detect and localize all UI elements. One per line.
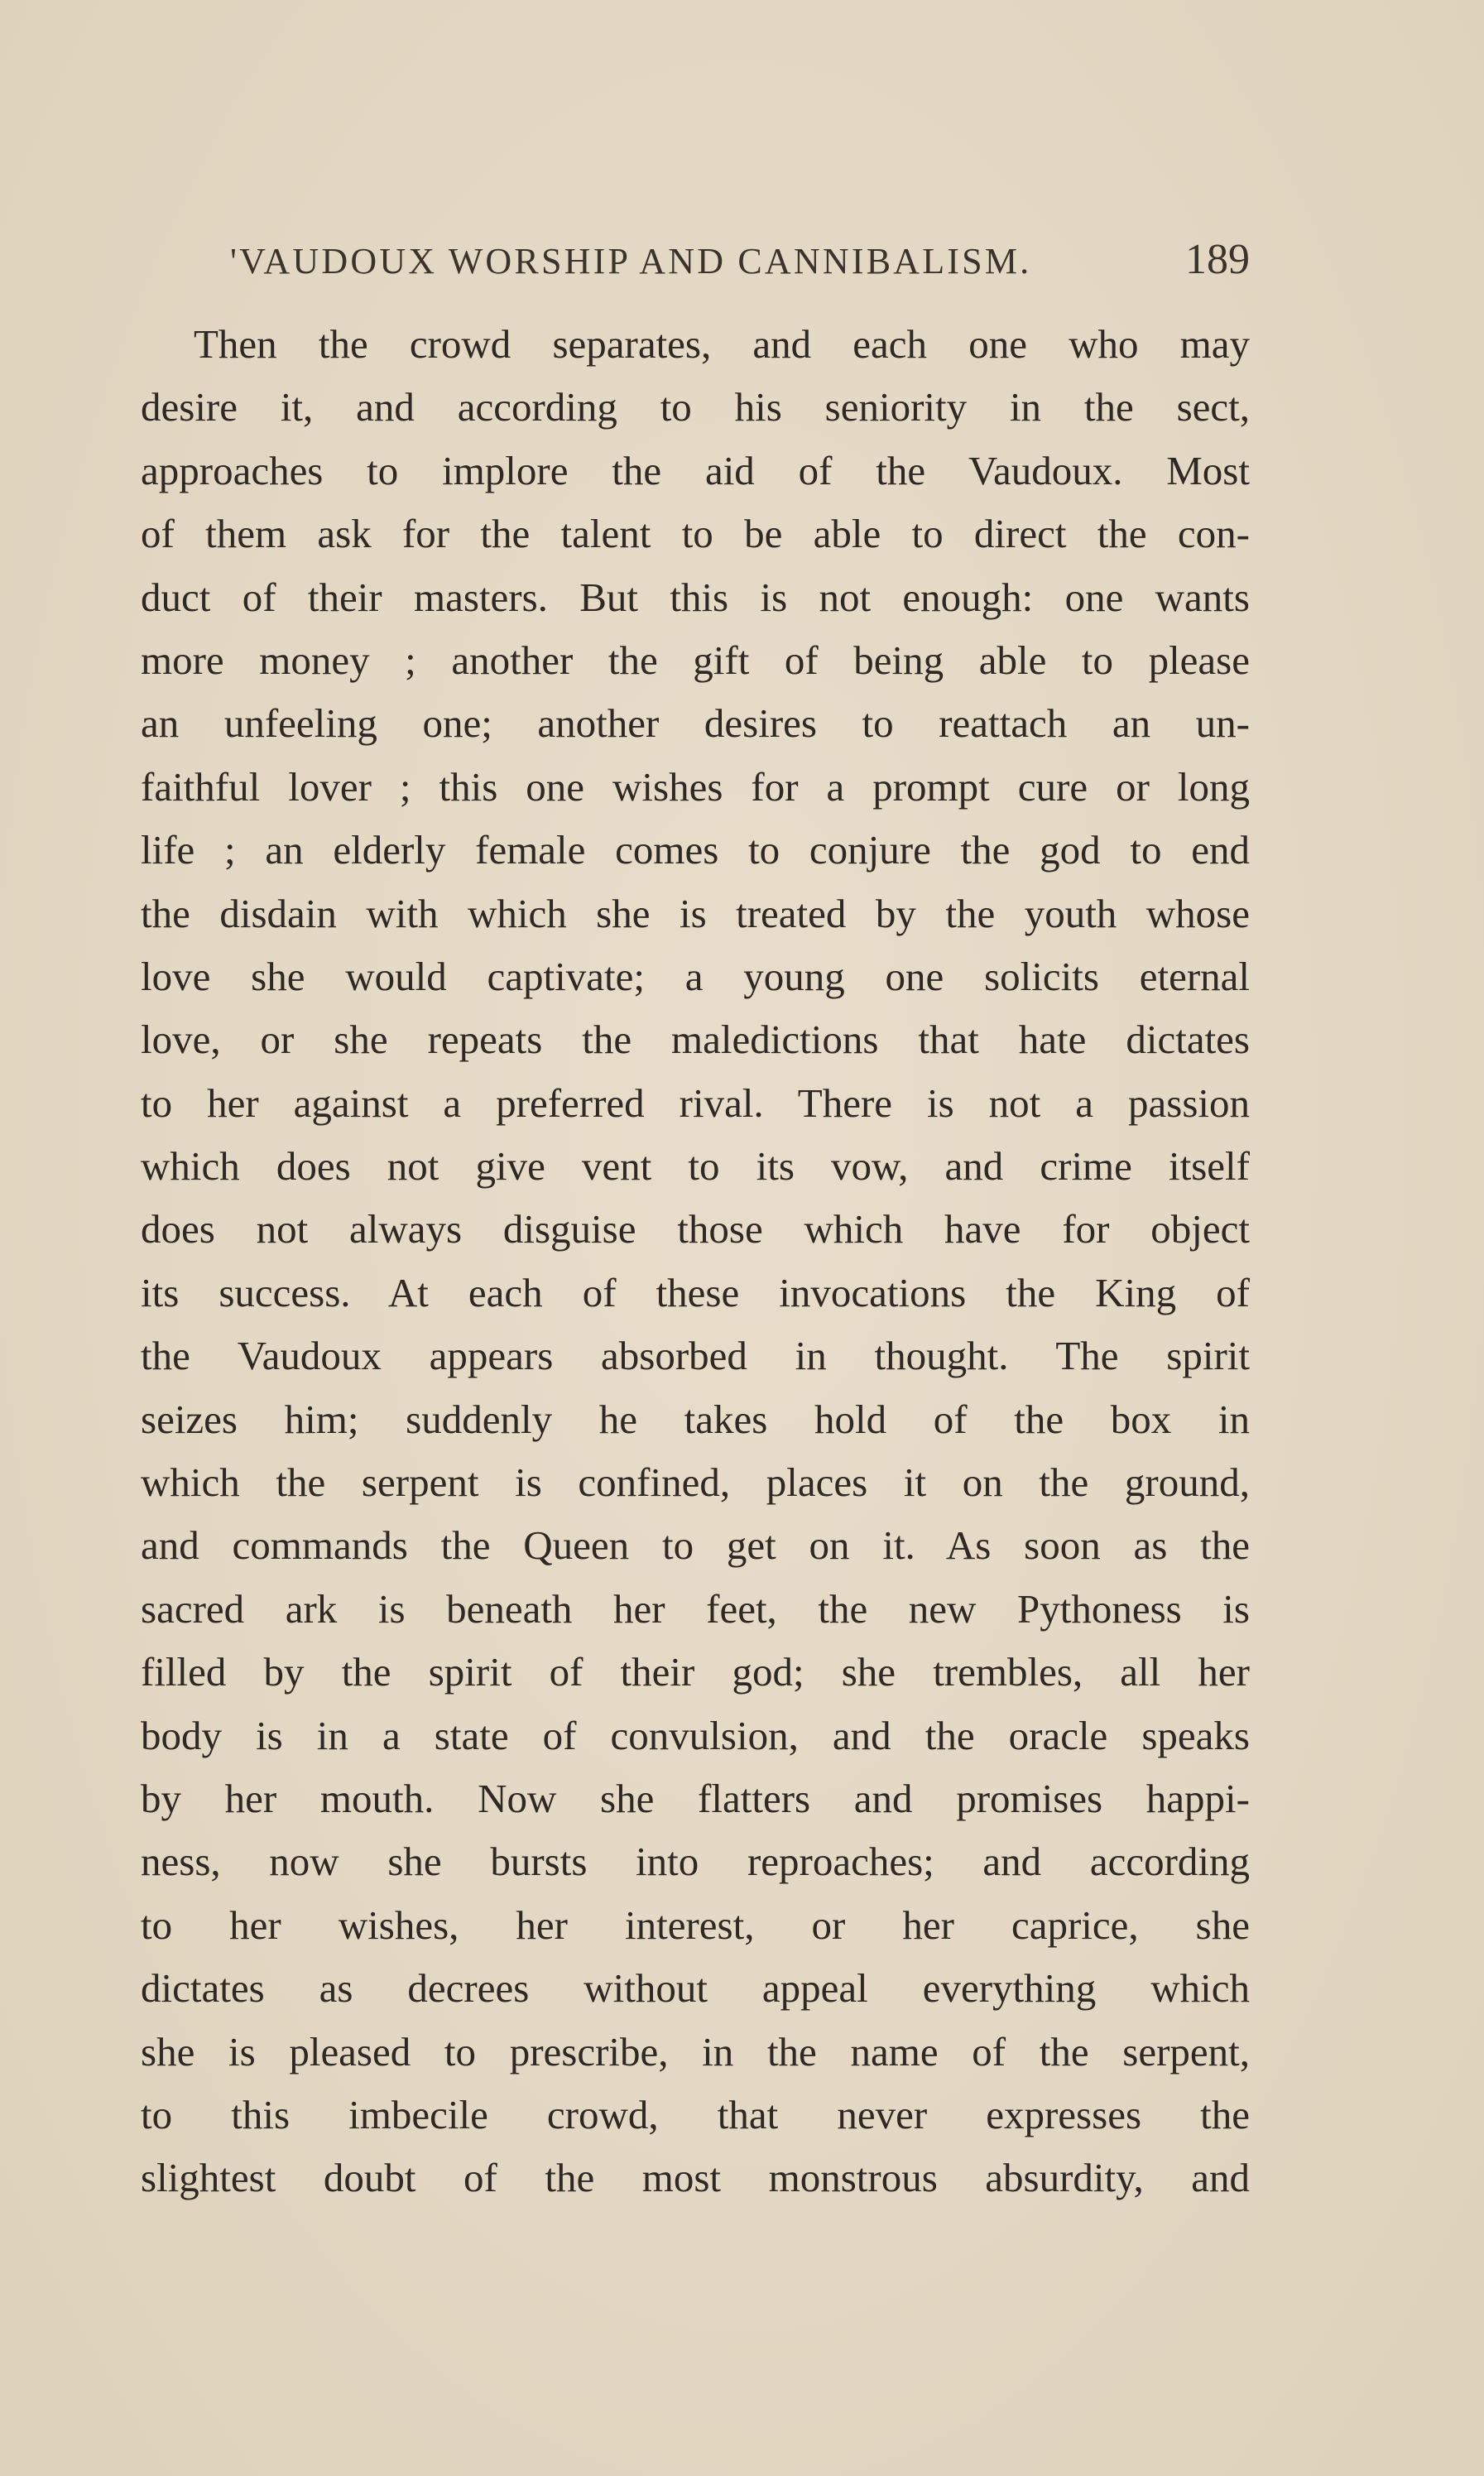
- text-line: does not always disguise those which have for object: [141, 1206, 1250, 1252]
- text-line: she is pleased to prescribe, in the name of the serpent,: [141, 2028, 1250, 2075]
- running-head: [141, 230, 1250, 288]
- text-line: seizes him; suddenly he takes hold of the box in: [141, 1396, 1250, 1442]
- text-line: approaches to implore the aid of the Vaudoux. Most: [141, 447, 1250, 493]
- running-title: 'VAUDOUX WORSHIP AND CANNIBALISM.: [230, 241, 1032, 281]
- text-line: which the serpent is confined, places it on the ground,: [141, 1459, 1250, 1506]
- body-text: [141, 313, 1250, 2210]
- text-line: sacred ark is beneath her feet, the new Pythoness is: [141, 1585, 1250, 1632]
- text-line: love, or she repeats the maledictions that hate dictates: [141, 1017, 1250, 1063]
- text-line: of them ask for the talent to be able to direct the con-: [141, 511, 1250, 557]
- text-line: filled by the spirit of their god; she trembles, all her: [141, 1649, 1250, 1695]
- text-line: desire it, and according to his seniority in the sect,: [141, 384, 1250, 430]
- text-line: to her against a preferred rival. There is not a passion: [141, 1079, 1250, 1126]
- text-line: more money ; another the gift of being able to please: [141, 637, 1250, 683]
- text-line: ness, now she bursts into reproaches; and according: [141, 1839, 1250, 1885]
- text-line: dictates as decrees without appeal everything which: [141, 1965, 1250, 2012]
- text-line: faithful lover ; this one wishes for a prompt cure or long: [141, 763, 1250, 810]
- text-line: the Vaudoux appears absorbed in thought. The spirit: [141, 1333, 1250, 1379]
- text-line: love she would captivate; a young one solicits eternal: [141, 953, 1250, 999]
- text-line: an unfeeling one; another desires to reattach an un-: [141, 700, 1250, 747]
- text-line: and commands the Queen to get on it. As soon as the: [141, 1522, 1250, 1569]
- text-line: by her mouth. Now she flatters and promises happi-: [141, 1775, 1250, 1821]
- text-line: which does not give vent to its vow, and crime itself: [141, 1143, 1250, 1190]
- text-line: slightest doubt of the most monstrous absurdity, and: [141, 2155, 1250, 2201]
- text-line: to her wishes, her interest, or her caprice, she: [141, 1901, 1250, 1948]
- text-line: Then the crowd separates, and each one who may: [194, 321, 1250, 367]
- text-line: body is in a state of convulsion, and the oracle speaks: [141, 1712, 1250, 1758]
- text-line: duct of their masters. But this is not enough: one wants: [141, 574, 1250, 620]
- text-line: life ; an elderly female comes to conjure the god to end: [141, 827, 1250, 873]
- page-number: 189: [1185, 236, 1250, 283]
- text-line: its success. At each of these invocations the King of: [141, 1269, 1250, 1315]
- text-line: to this imbecile crowd, that never expresses the: [141, 2091, 1250, 2137]
- text-line: the disdain with which she is treated by the youth whose: [141, 890, 1250, 936]
